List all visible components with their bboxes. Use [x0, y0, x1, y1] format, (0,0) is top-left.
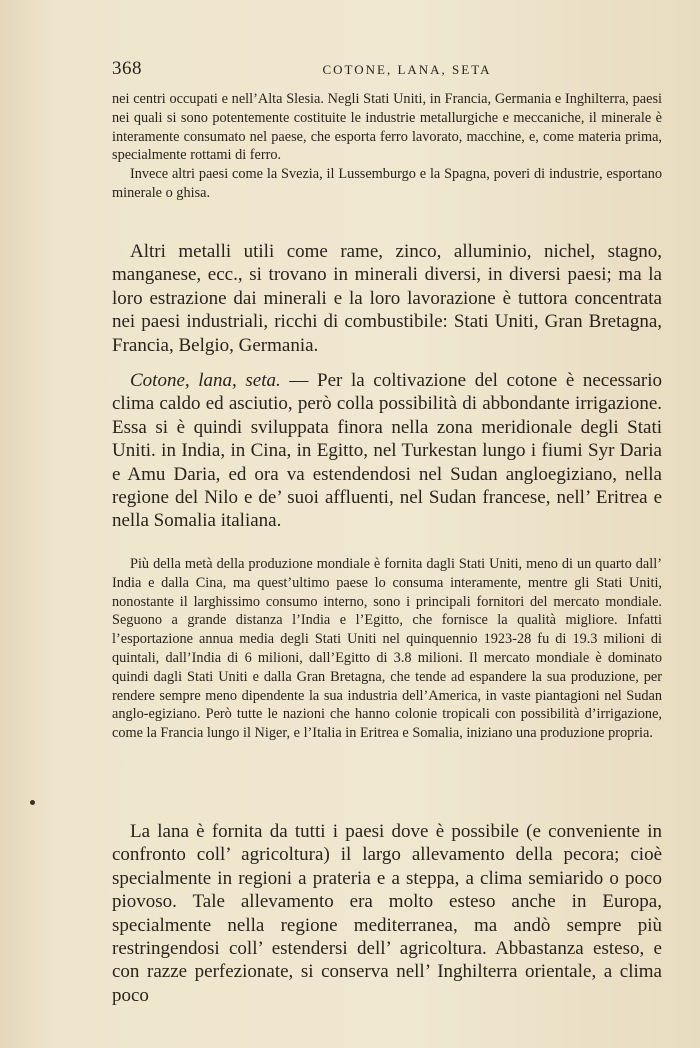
paragraph-cotton-production: Più della metà della produzione mondiale è fornita dagli Stati Uniti, meno di un quarto dall’ India e dalla Cina, ma quest’ultimo paese lo consuma interamente, mentre gli Stati Uniti, nonostante il larghissimo consumo interno, sono i principali fornitori del mercato mondiale. Seguono a grande distanza l’India e l’Egitto, che fornisce la qualità migliore. Infatti l’esportazione annua media degli Stati Uniti nel quinquennio 1923-28 fu di 19.3 milioni di quintali, dall’India di 6 milioni, dall’Egitto di 3.8 milioni. Il mercato mondiale è dominato quindi dagli Stati Uniti e dalla Gran Bretagna, che tende ad espandere la sua produzione, per rendere sempre meno dipendente la sua industria dell’America, in vaste piantagioni nel Sudan anglo-egiziano. Però tutte le nazioni che hanno colonie tropicali con possibilità d’irrigazione, come la Francia lungo il Niger, e l’Italia in Eritrea e Somalia, iniziano una produzione propria.: [112, 556, 662, 742]
paragraph-export-ore: Invece altri paesi come la Svezia, il Lussemburgo e la Spagna, poveri di industrie, esportano minerale o ghisa.: [112, 166, 662, 201]
paragraph-other-metals: Altri metalli utili come rame, zinco, alluminio, nichel, stagno, manganese, ecc., si trovano in minerali diversi, in diversi paesi; ma la loro estrazione dai minerali e la loro lavorazione è tuttora concentrata nei paesi industriali, ricchi di combustibile: Stati Uniti, Gran Bretagna, Francia, Belgio, Germania.: [112, 241, 662, 356]
paragraph-metallurgy: nei centri occupati e nell’Alta Slesia. Negli Stati Uniti, in Francia, Germania e Inghilterra, paesi nei quali si sono potentemente costituite le industrie metallurgiche e meccaniche, il minerale è interamente consumato nel paese, che esporta ferro lavorato, macchine, e, come materia prima, specialmente rottami di ferro.: [112, 91, 662, 164]
margin-mark: [30, 800, 35, 805]
section-text: Per la coltivazione del cotone è necessario clima caldo ed asciutio, però colla possibilità di abbondante irrigazione. Essa si è quindi sviluppata finora nella zona meridionale degli Stati Uniti. in India, in Cina, in Egitto, nel Turkestan lungo i fiumi Syr Daria e Amu Daria, ed ora va estendendosi nel Sudan angloegiziano, nella regione del Nilo e de’ suoi affluenti, nel Sudan francese, nell’ Eritrea e nella Somalia italiana.: [112, 370, 662, 532]
running-title: COTONE, LANA, SETA: [322, 62, 492, 77]
page-header: [112, 58, 662, 82]
page-number: 368: [112, 58, 142, 79]
main-text-block-metals: [112, 240, 662, 357]
paragraph-wool: La lana è fornita da tutti i paesi dove è possibile (e conveniente in confronto coll’ agricoltura) il largo allevamento della pecora; cioè specialmente in regioni a prateria e a steppa, a clima semiarido o poco piovoso. Tale allevamento era molto esteso anche in Europa, specialmente nella regione mediterranea, ma andò sempre più restringendosi coll’ estendersi dell’ agricoltura. Abbastanza esteso, e con razze perfezionate, si conserva nell’ Inghilterra orientale, a clima poco: [112, 821, 662, 1006]
main-text-block-cotton: [112, 369, 662, 533]
heading-dash: —: [280, 370, 317, 391]
section-heading: Cotone, lana, seta.: [130, 370, 281, 391]
main-text-block-wool: [112, 820, 662, 1007]
small-text-block-2: [112, 555, 662, 743]
small-text-block-1: [112, 90, 662, 203]
paragraph-cotton: [112, 369, 662, 533]
